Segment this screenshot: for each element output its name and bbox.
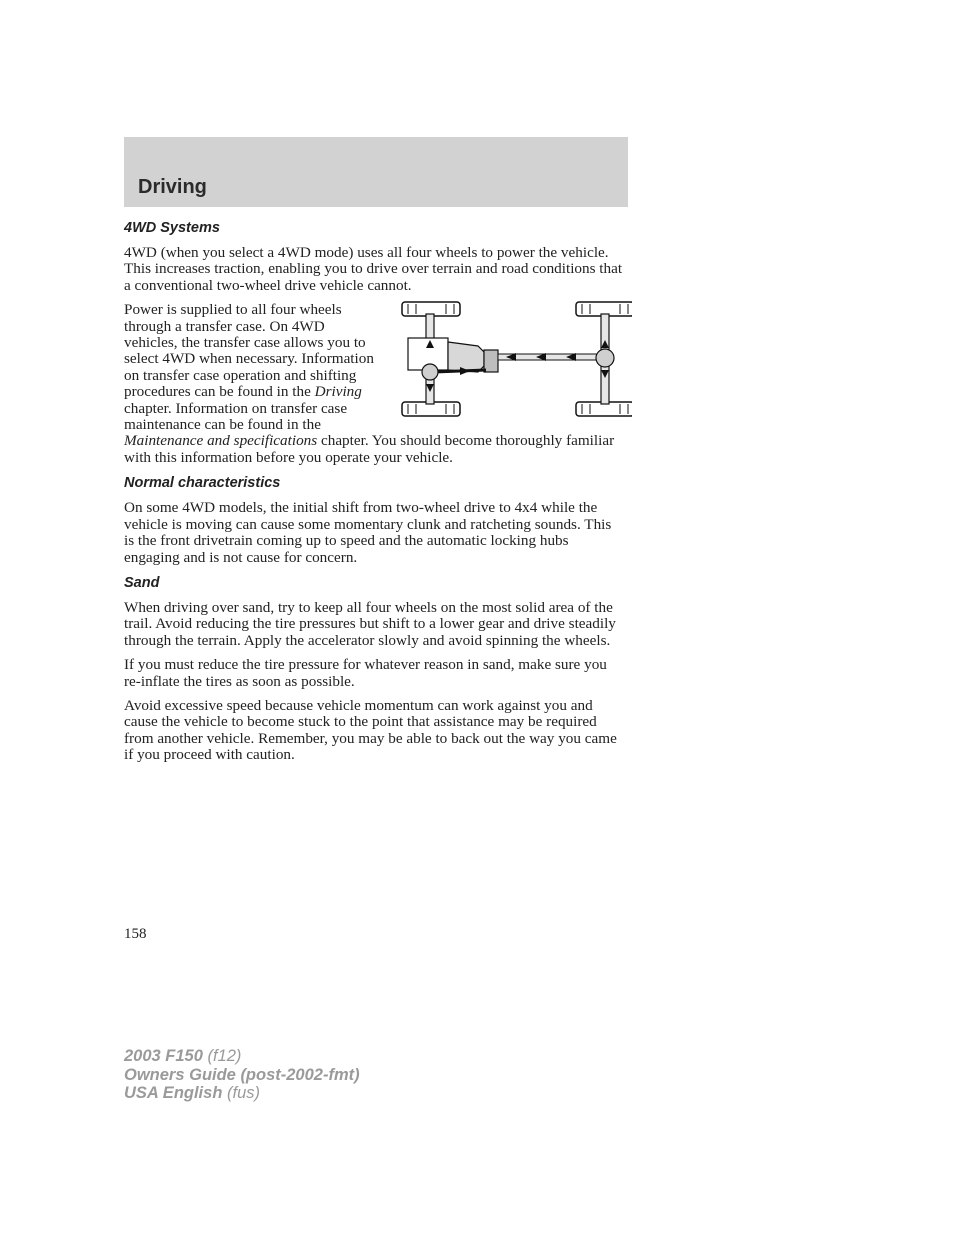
document-footer	[124, 1047, 360, 1103]
rear-differential	[596, 349, 614, 367]
paragraph: On some 4WD models, the initial shift from two-wheel drive to 4x4 while the vehicle is moving can cause some momentary clunk and ratcheting sounds. This is the front drivetrain coming up to speed and the automatic locking hubs engaging and is not cause for concern.	[124, 499, 612, 566]
drivetrain-illustration	[386, 300, 632, 422]
front-differential	[422, 364, 438, 380]
section-title: Driving	[138, 176, 207, 198]
paragraph: 4WD (when you select a 4WD mode) uses all four wheels to power the vehicle. This increases traction, enabling you to drive over terrain and road conditions that a conventional two-wheel drive vehicle cannot.	[124, 244, 623, 294]
paragraph: If you must reduce the tire pressure for whatever reason in sand, make sure you re-inflate the tires as soon as possible.	[124, 656, 607, 690]
footer-line-guide: Owners Guide (post-2002-fmt)	[124, 1065, 360, 1084]
footer-line-language: USA English (fus)	[124, 1084, 260, 1102]
footer-line-model: 2003 F150 (f12)	[124, 1047, 242, 1065]
heading-normal-characteristics: Normal characteristics	[124, 475, 281, 492]
heading-4wd-systems: 4WD Systems	[124, 220, 220, 236]
page-content	[124, 219, 624, 772]
drivetrain-diagram	[386, 300, 632, 422]
paragraph: Avoid excessive speed because vehicle momentum can work against you and cause the vehicle to become stuck to the point that assistance may be required from another vehicle. Remember, you may be able to back out the way you came if you proceed with caution.	[124, 696, 617, 764]
transfer-case	[484, 350, 498, 372]
paragraph: When driving over sand, try to keep all four wheels on the most solid area of the trail. Avoid reducing the tire pressures but shift to a lower gear and drive steadily through the terrain. Apply the accelerator slowly and avoid spinning the wheels.	[124, 598, 616, 649]
page-number: 158	[124, 926, 147, 942]
paragraph: Power is supplied to all four wheels through a transfer case. On 4WD vehicles, the transfer case allows you to select 4WD when necessary. Information on transfer case operation and shifting procedures can be found in the Driving chapter. Information on transfer case maintenance can be found in the Maintenance and specifications chapter. You should become thoroughly familiar with this information before you operate your vehicle.	[124, 301, 615, 466]
heading-sand: Sand	[124, 574, 160, 591]
transmission	[448, 342, 484, 372]
